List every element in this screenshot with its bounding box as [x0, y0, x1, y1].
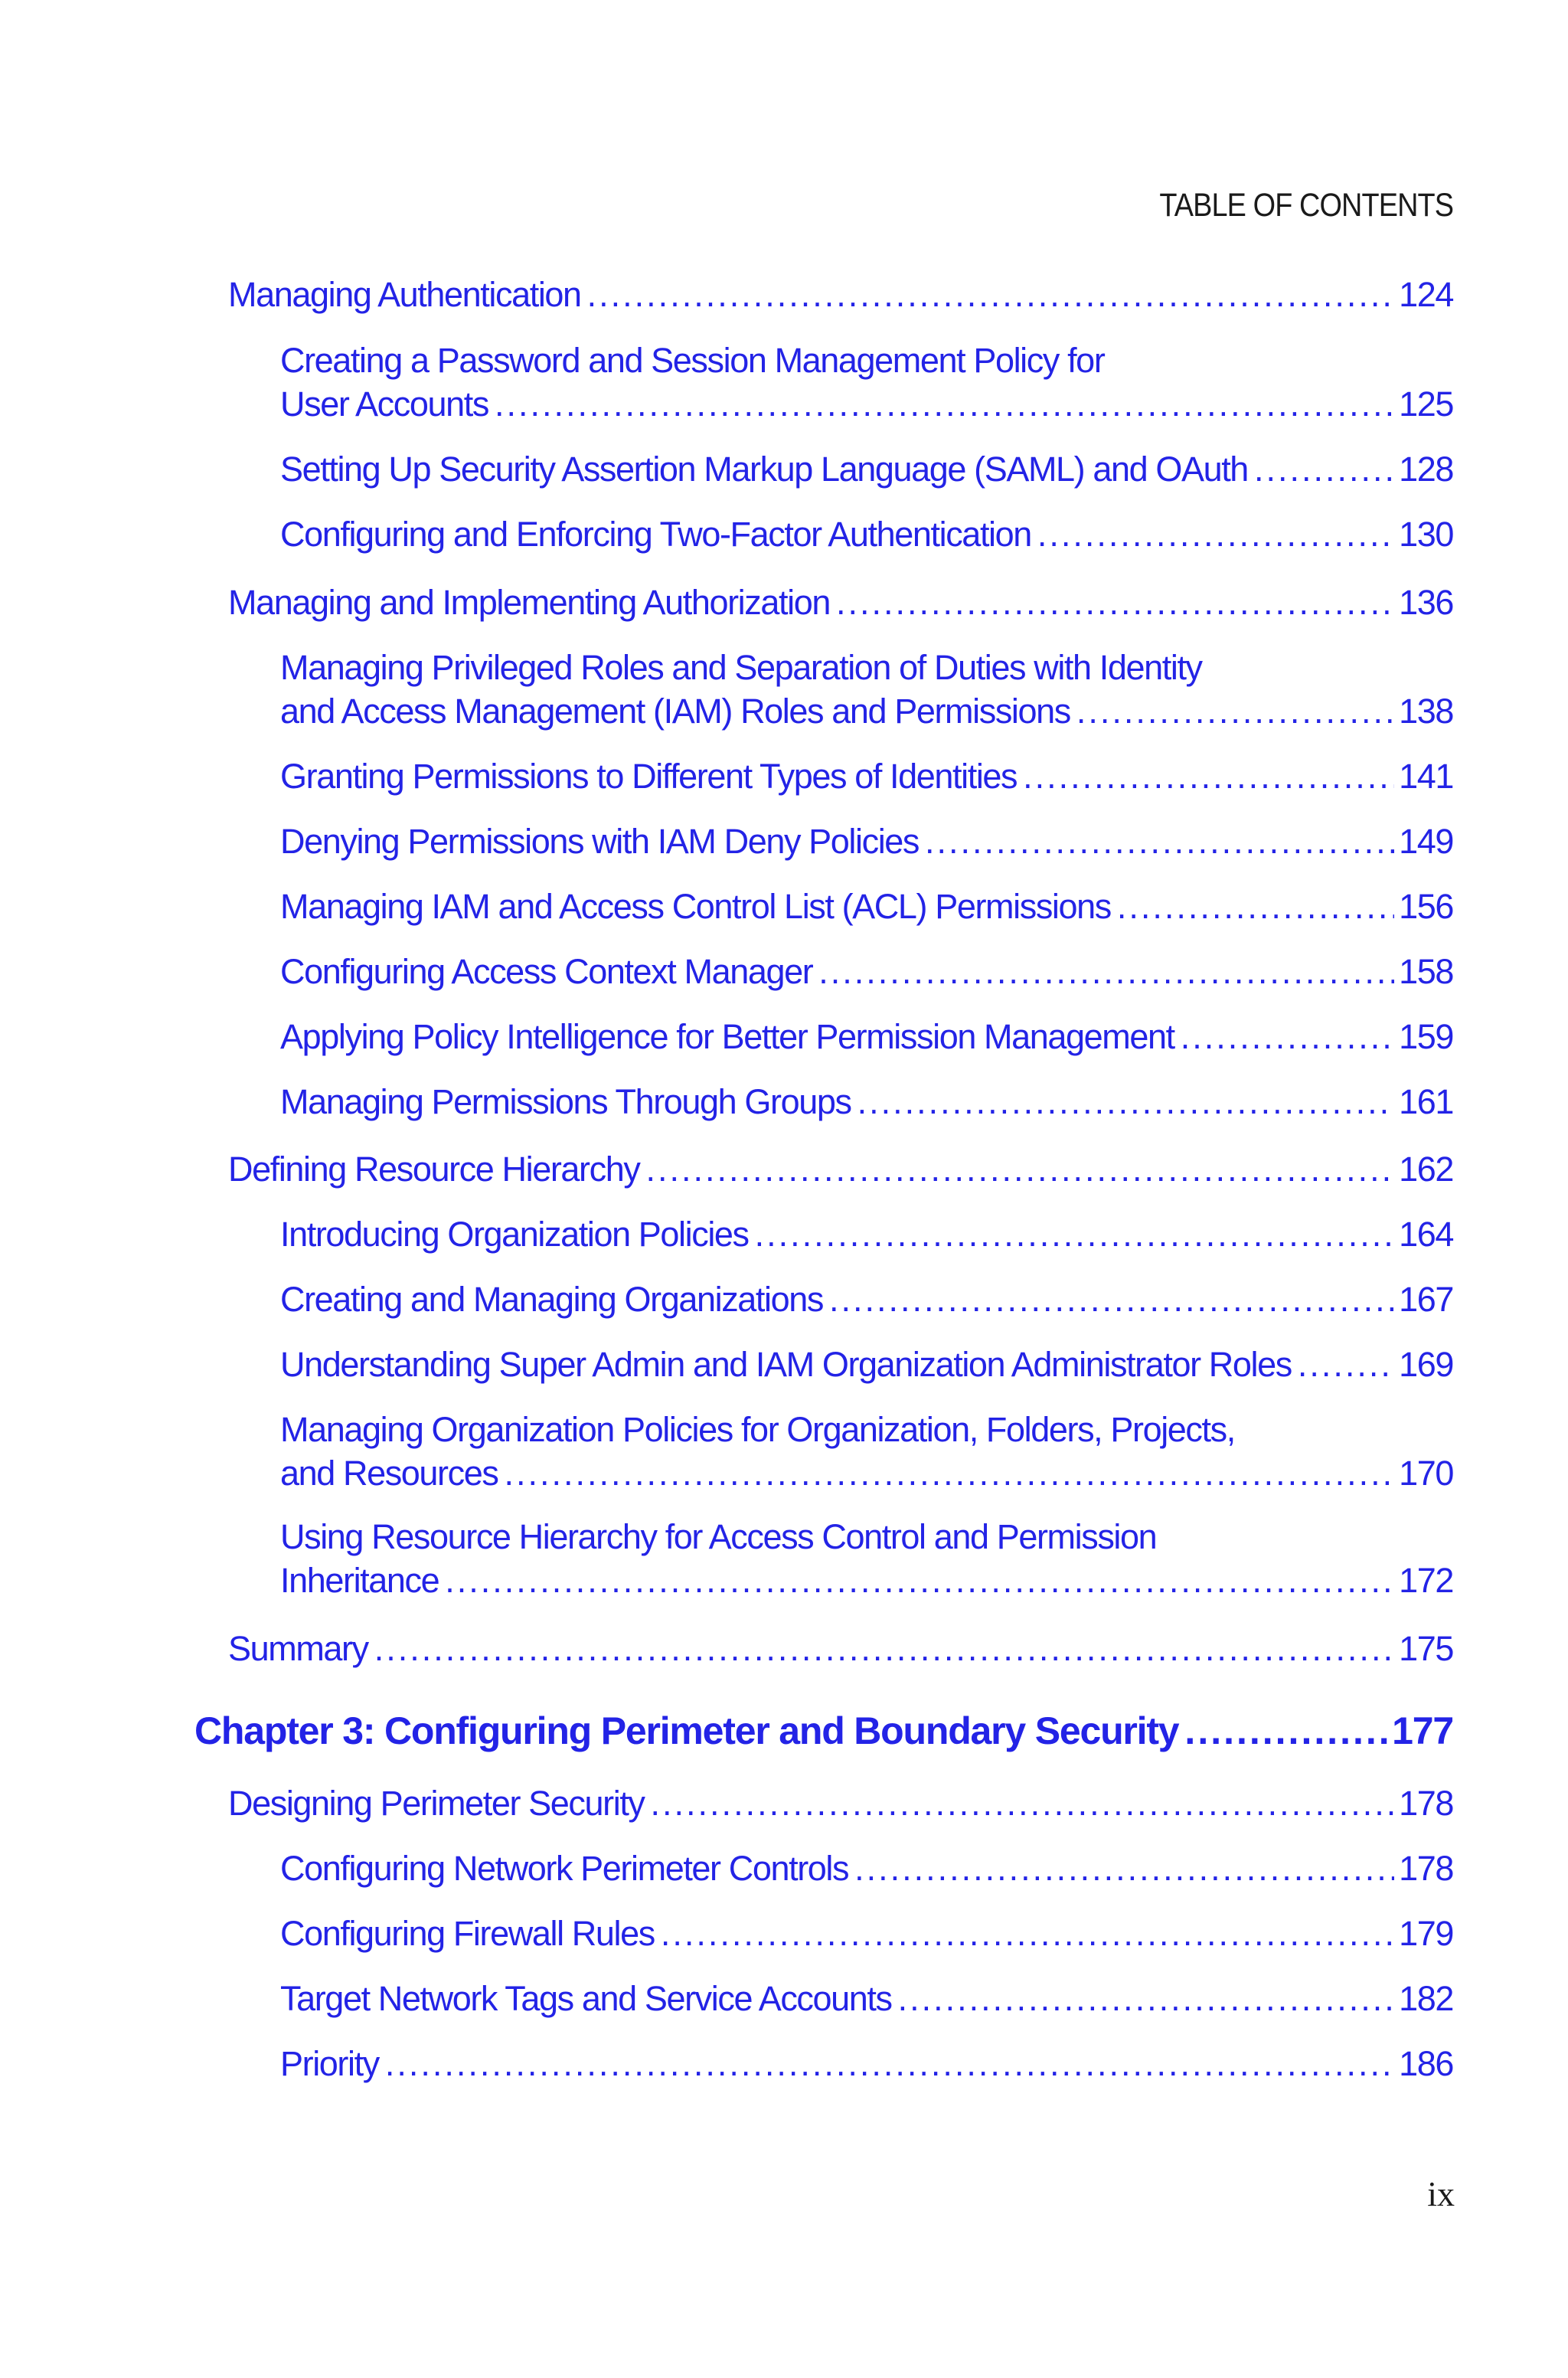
- toc-entry-perimeter-security[interactable]: [228, 1781, 1453, 1825]
- toc-chapter-3[interactable]: [194, 1709, 1453, 1753]
- toc-entry-privileged-roles[interactable]: [280, 646, 1453, 733]
- toc-entry-permission-inheritance[interactable]: [280, 1515, 1453, 1602]
- toc-entry-groups[interactable]: [280, 1080, 1453, 1124]
- running-head: TABLE OF CONTENTS: [1159, 187, 1453, 224]
- toc-page-number: 136: [1399, 583, 1453, 622]
- toc-entry-title: Inheritance: [280, 1561, 439, 1600]
- toc-entry-title: Introducing Organization Policies: [280, 1215, 749, 1254]
- dot-leader: [645, 1147, 1394, 1191]
- toc-chapter-title: Chapter 3: Configuring Perimeter and Boundary Security: [194, 1709, 1179, 1752]
- dot-leader: [661, 1912, 1394, 1955]
- toc-entry-super-admin[interactable]: [280, 1343, 1453, 1386]
- toc-entry-title: and Resources: [280, 1454, 498, 1493]
- dot-leader: [1184, 1709, 1387, 1753]
- toc-entry-title: Managing and Implementing Authorization: [228, 583, 830, 622]
- toc-entry-title: Target Network Tags and Service Accounts: [280, 1979, 892, 2018]
- toc-page-number: 178: [1399, 1849, 1453, 1888]
- toc-entry-granting-permissions[interactable]: [280, 754, 1453, 798]
- toc-page-number: 159: [1399, 1017, 1453, 1056]
- toc-entry-network-tags[interactable]: [280, 1977, 1453, 2020]
- toc-entry-title: and Access Management (IAM) Roles and Permissions: [280, 692, 1070, 731]
- toc-page-number: 182: [1399, 1979, 1453, 2018]
- dot-leader: [755, 1212, 1394, 1256]
- toc-entry-deny-policies[interactable]: [280, 819, 1453, 863]
- toc-page-number: 179: [1399, 1914, 1453, 1953]
- toc-entry-summary[interactable]: [228, 1627, 1453, 1670]
- dot-leader: [1298, 1343, 1394, 1386]
- dot-leader: [898, 1977, 1395, 2020]
- dot-leader: [854, 1846, 1394, 1890]
- dot-leader: [385, 2042, 1394, 2085]
- dot-leader: [858, 1080, 1395, 1124]
- dot-leader: [1254, 447, 1394, 491]
- toc-entry-title-line1: Using Resource Hierarchy for Access Control and Permission: [280, 1517, 1157, 1556]
- dot-leader: [374, 1627, 1394, 1670]
- toc-page-number: 124: [1399, 275, 1453, 314]
- dot-leader: [829, 1277, 1394, 1321]
- toc-entry-title: Defining Resource Hierarchy: [228, 1150, 640, 1189]
- dot-leader: [1023, 754, 1394, 798]
- toc-entry-org-policies-folders[interactable]: [280, 1408, 1453, 1495]
- toc-entry-iam-acl[interactable]: [280, 885, 1453, 928]
- toc-entry-organization-policies[interactable]: [280, 1212, 1453, 1256]
- toc-entry-network-perimeter-controls[interactable]: [280, 1846, 1453, 1890]
- toc-page-number: 138: [1399, 692, 1453, 731]
- dot-leader: [504, 1451, 1394, 1495]
- toc-entry-title: Managing Authentication: [228, 275, 581, 314]
- dot-leader: [925, 819, 1394, 863]
- toc-entry-title: Understanding Super Admin and IAM Organization Administrator Roles: [280, 1345, 1292, 1384]
- toc-entry-title: Configuring Access Context Manager: [280, 952, 813, 991]
- dot-leader: [1076, 689, 1394, 733]
- toc-entry-authorization[interactable]: [228, 581, 1453, 624]
- toc-entry-title-line1: Creating a Password and Session Management Policy for: [280, 341, 1105, 380]
- dot-leader: [587, 273, 1394, 316]
- toc-page-number: 156: [1399, 887, 1453, 926]
- toc-page-number: 164: [1399, 1215, 1453, 1254]
- toc-entry-firewall-rules[interactable]: [280, 1912, 1453, 1955]
- toc-entry-title: Applying Policy Intelligence for Better Permission Management: [280, 1017, 1174, 1056]
- toc-page-number: 161: [1399, 1082, 1453, 1121]
- dot-leader: [1037, 512, 1394, 556]
- toc-entry-title-line1: Managing Privileged Roles and Separation of Duties with Identity: [280, 648, 1202, 687]
- toc-page-number: 158: [1399, 952, 1453, 991]
- toc-page-number: 125: [1399, 384, 1453, 424]
- page-folio: ix: [1427, 2174, 1455, 2213]
- toc-page-number: 177: [1392, 1709, 1453, 1752]
- toc-entry-title: User Accounts: [280, 384, 488, 424]
- dot-leader: [1117, 885, 1394, 928]
- toc-page-number: 169: [1399, 1345, 1453, 1384]
- dot-leader: [836, 581, 1394, 624]
- toc-page-number: 162: [1399, 1150, 1453, 1189]
- toc-entry-policy-intelligence[interactable]: [280, 1015, 1453, 1058]
- dot-leader: [651, 1781, 1395, 1825]
- toc-page-number: 170: [1399, 1454, 1453, 1493]
- toc-entry-managing-authentication[interactable]: [228, 273, 1453, 316]
- dot-leader: [818, 950, 1394, 993]
- dot-leader: [445, 1559, 1394, 1602]
- toc-entry-title: Summary: [228, 1629, 368, 1668]
- toc-entry-title: Creating and Managing Organizations: [280, 1280, 823, 1319]
- toc-entry-managing-organizations[interactable]: [280, 1277, 1453, 1321]
- toc-page-number: 172: [1399, 1561, 1453, 1600]
- toc-entry-saml-oauth[interactable]: [280, 447, 1453, 491]
- dot-leader: [1181, 1015, 1394, 1058]
- toc-entry-priority[interactable]: [280, 2042, 1453, 2085]
- toc-entry-resource-hierarchy[interactable]: [228, 1147, 1453, 1191]
- toc-page-number: 130: [1399, 515, 1453, 554]
- toc-page-number: 141: [1399, 757, 1453, 796]
- toc-page-number: 149: [1399, 822, 1453, 861]
- toc-entry-title: Configuring and Enforcing Two-Factor Authentication: [280, 515, 1031, 554]
- toc-entry-title: Configuring Network Perimeter Controls: [280, 1849, 849, 1888]
- toc-page-number: 175: [1399, 1629, 1453, 1668]
- dot-leader: [495, 382, 1394, 426]
- toc-page-number: 178: [1399, 1784, 1453, 1823]
- toc-entry-title: Managing IAM and Access Control List (ACL) Permissions: [280, 887, 1111, 926]
- toc-page-number: 128: [1399, 450, 1453, 489]
- toc-entry-password-session-policy[interactable]: [280, 339, 1453, 426]
- toc-entry-title: Priority: [280, 2044, 379, 2083]
- toc-entry-title: Denying Permissions with IAM Deny Policies: [280, 822, 920, 861]
- toc-entry-title: Configuring Firewall Rules: [280, 1914, 655, 1953]
- toc-entry-title: Managing Permissions Through Groups: [280, 1082, 851, 1121]
- toc-entry-title: Designing Perimeter Security: [228, 1784, 645, 1823]
- toc-entry-title-line1: Managing Organization Policies for Organization, Folders, Projects,: [280, 1410, 1235, 1449]
- toc-entry-title: Setting Up Security Assertion Markup Language (SAML) and OAuth: [280, 450, 1248, 489]
- toc-page-number: 167: [1399, 1280, 1453, 1319]
- toc-entry-access-context-manager[interactable]: [280, 950, 1453, 993]
- toc-page-number: 186: [1399, 2044, 1453, 2083]
- toc-entry-title: Granting Permissions to Different Types of Identities: [280, 757, 1018, 796]
- toc-entry-two-factor[interactable]: [280, 512, 1453, 556]
